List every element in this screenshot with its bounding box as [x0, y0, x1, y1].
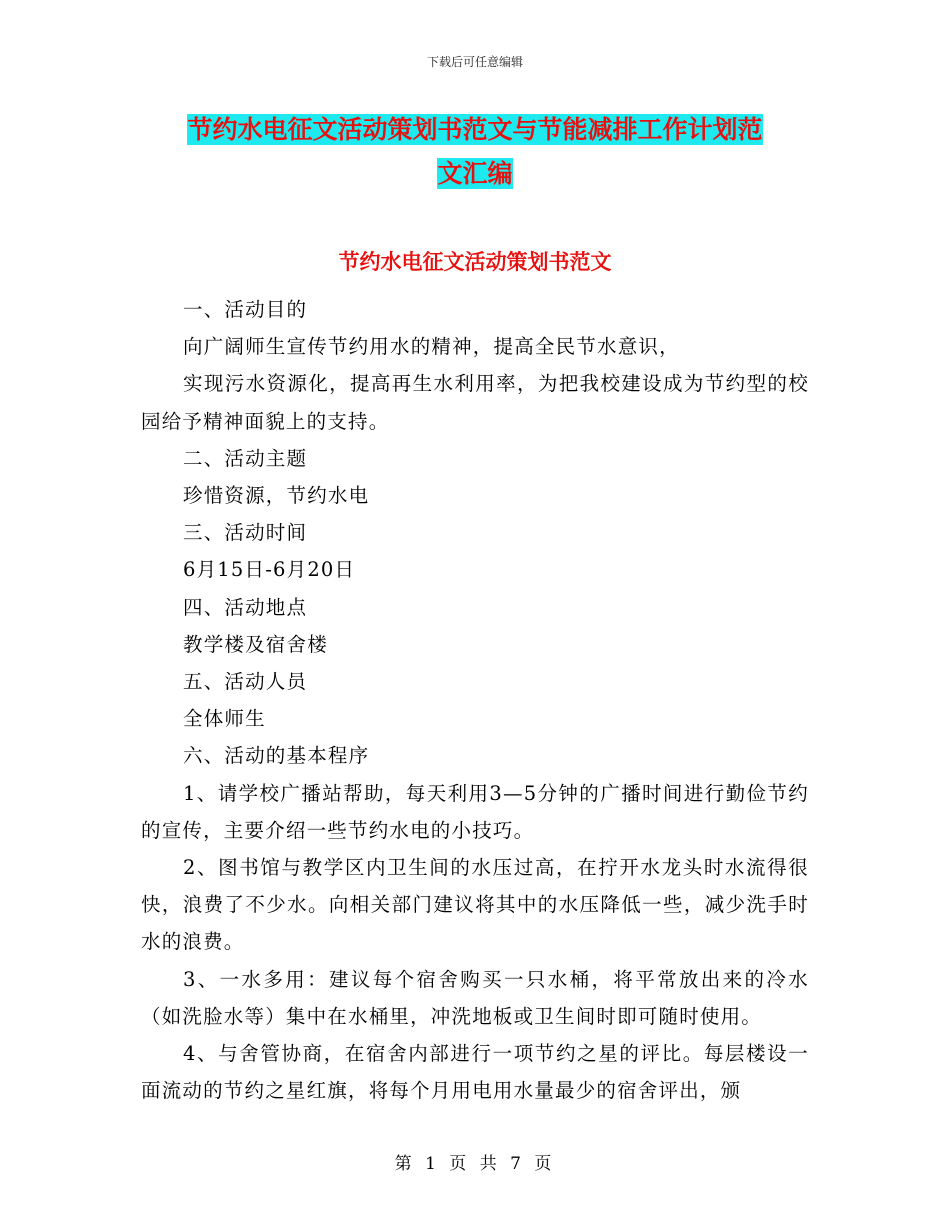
- paragraph: 实现污水资源化，提高再生水利用率，为把我校建设成为节约型的校园给予精神面貌上的支持。: [141, 372, 809, 433]
- paragraph: 全体师生: [183, 707, 266, 731]
- document-title-line-2: 文汇编: [437, 159, 513, 188]
- paragraph: 四、活动地点: [183, 595, 308, 619]
- paragraph: 五、活动人员: [183, 670, 308, 694]
- document-title: [140, 108, 810, 196]
- paragraph: 4、与舍管协商，在宿舍内部进行一项节约之星的评比。每层楼设一面流动的节约之星红旗，将每个月用电用水量最少的宿舍评出，颁: [141, 1042, 809, 1103]
- paragraph: 2、图书馆与教学区内卫生间的水压过高，在拧开水龙头时水流得很快，浪费了不少水。向相关部门建议将其中的水压降低一些，减少洗手时水的浪费。: [141, 856, 809, 954]
- document-title-line-1: 节约水电征文活动策划书范文与节能减排工作计划范: [187, 115, 763, 144]
- paragraph: 3、一水多用：建议每个宿舍购买一只水桶，将平常放出来的冷水（如洗脸水等）集中在水桶里，冲洗地板或卫生间时即可随时使用。: [141, 967, 809, 1028]
- paragraph: 1、请学校广播站帮助，每天利用3—5分钟的广播时间进行勤俭节约的宣传，主要介绍一些节约水电的小技巧。: [141, 781, 809, 842]
- paragraph: 教学楼及宿舍楼: [183, 632, 328, 656]
- paragraph: 六、活动的基本程序: [183, 744, 370, 768]
- section-title: 节约水电征文活动策划书范文: [338, 249, 612, 274]
- paragraph: 三、活动时间: [183, 521, 308, 545]
- page-number-footer: 第 1 页 共 7 页: [394, 1154, 556, 1174]
- paragraph: 一、活动目的: [183, 298, 308, 321]
- paragraph: 向广阔师生宣传节约用水的精神，提高全民节水意识，: [183, 335, 680, 359]
- page-header-note: 下载后可任意编辑: [426, 55, 523, 69]
- paragraph: 6月15日-6月20日: [183, 558, 356, 582]
- document-body: [141, 291, 809, 1109]
- paragraph: 珍惜资源，节约水电: [183, 484, 370, 508]
- paragraph: 二、活动主题: [183, 446, 308, 470]
